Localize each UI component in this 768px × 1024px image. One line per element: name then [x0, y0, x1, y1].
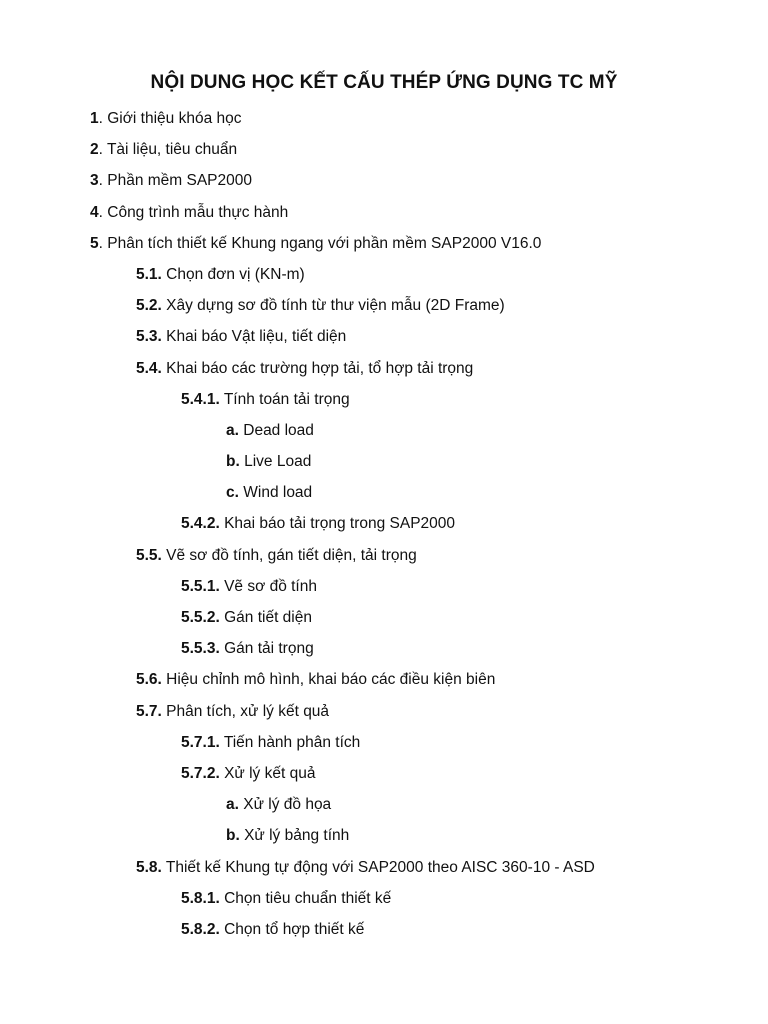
- item-text: Xử lý kết quả: [224, 764, 316, 782]
- outline-item-5-7-2: [0, 758, 768, 789]
- document-title: NỘI DUNG HỌC KẾT CẤU THÉP ỨNG DỤNG TC MỸ: [150, 72, 618, 93]
- outline-item-5-4-1-c: [0, 477, 768, 508]
- item-number: 3: [90, 172, 99, 190]
- item-text: Dead load: [243, 421, 314, 439]
- item-number: c.: [226, 484, 239, 502]
- item-text: Thiết kế Khung tự động với SAP2000 theo AISC 360-10 - ASD: [165, 858, 595, 876]
- outline-item-5-5: [0, 540, 768, 571]
- item-number: 5.5.: [136, 546, 162, 564]
- item-text: Chọn đơn vị (KN-m): [166, 265, 305, 283]
- course-outline: [0, 103, 768, 945]
- outline-item-5-4-1-a: [0, 415, 768, 446]
- outline-item-5-6: [0, 664, 768, 695]
- item-text: Xử lý bảng tính: [244, 827, 350, 845]
- item-number: 5.5.1.: [181, 577, 220, 595]
- outline-item-5-4: [0, 353, 768, 384]
- item-number: 5.4.2.: [181, 515, 220, 533]
- outline-item-5-3: [0, 321, 768, 352]
- item-number: 5.8.1.: [181, 889, 220, 907]
- item-text: Gán tiết diện: [224, 609, 312, 626]
- item-text: Khai báo tải trọng trong SAP2000: [224, 515, 456, 533]
- outline-item-4: [0, 197, 768, 228]
- item-text: Vẽ sơ đồ tính: [224, 577, 317, 595]
- item-separator: .: [98, 234, 108, 252]
- item-number: 5.2.: [136, 297, 162, 315]
- item-text: Giới thiệu khóa học: [107, 110, 242, 127]
- item-text: Phân tích, xử lý kết quả: [166, 702, 330, 720]
- item-text: Tính toán tải trọng: [223, 390, 350, 408]
- outline-item-5-8: [0, 852, 768, 883]
- item-number: 5.7.: [136, 702, 162, 720]
- item-text: Chọn tiêu chuẩn thiết kế: [224, 889, 392, 907]
- item-text: Live Load: [244, 453, 312, 471]
- outline-item-5-4-1-b: [0, 446, 768, 477]
- item-text: Công trình mẫu thực hành: [107, 203, 289, 221]
- item-number: b.: [226, 827, 240, 845]
- outline-item-5-4-1: [0, 384, 768, 415]
- item-text: Hiệu chỉnh mô hình, khai báo các điều kiện biên: [166, 671, 496, 689]
- outline-item-3: [0, 165, 768, 196]
- item-number: a.: [226, 421, 239, 439]
- item-number: 2: [90, 141, 99, 159]
- outline-item-5: [0, 228, 768, 259]
- item-number: a.: [226, 796, 239, 814]
- item-number: 5.5.2.: [181, 609, 220, 626]
- outline-item-1: [0, 103, 768, 134]
- item-number: 5.6.: [136, 671, 162, 689]
- item-number: 5.3.: [136, 328, 162, 346]
- outline-item-2: [0, 134, 768, 165]
- item-text: Tài liệu, tiêu chuẩn: [106, 141, 238, 159]
- item-separator: .: [98, 141, 107, 159]
- item-number: 4: [90, 203, 99, 221]
- item-number: 5.1.: [136, 265, 162, 283]
- outline-item-5-5-1: [0, 571, 768, 602]
- outline-item-5-7-2-a: [0, 789, 768, 820]
- item-number: 5.4.: [136, 359, 162, 377]
- item-number: 5.8.: [136, 858, 162, 876]
- item-number: 5.7.1.: [181, 733, 220, 751]
- item-number: b.: [226, 453, 240, 471]
- item-separator: .: [98, 172, 108, 190]
- item-number: 1: [90, 110, 99, 127]
- item-text: Vẽ sơ đồ tính, gán tiết diện, tải trọng: [166, 546, 417, 564]
- item-text: Tiến hành phân tích: [223, 733, 361, 751]
- outline-item-5-8-1: [0, 883, 768, 914]
- item-text: Khai báo các trường hợp tải, tổ hợp tải trọng: [166, 359, 474, 377]
- item-number: 5.7.2.: [181, 764, 220, 782]
- item-text: Phân tích thiết kế Khung ngang với phần mềm SAP2000 V16.0: [107, 234, 542, 252]
- item-number: 5.4.1.: [181, 390, 220, 408]
- outline-item-5-7-2-b: [0, 820, 768, 851]
- outline-item-5-7-1: [0, 727, 768, 758]
- item-separator: .: [98, 110, 108, 127]
- item-text: Gán tải trọng: [224, 640, 314, 658]
- outline-item-5-4-2: [0, 508, 768, 539]
- item-number: 5.8.2.: [181, 920, 220, 938]
- item-text: Xử lý đồ họa: [243, 796, 332, 814]
- item-text: Khai báo Vật liệu, tiết diện: [166, 328, 347, 346]
- item-text: Phần mềm SAP2000: [107, 172, 253, 190]
- outline-item-5-1: [0, 259, 768, 290]
- outline-item-5-5-3: [0, 633, 768, 664]
- item-text: Wind load: [243, 484, 313, 502]
- outline-item-5-8-2: [0, 914, 768, 945]
- item-separator: .: [98, 203, 108, 221]
- item-text: Chọn tổ hợp thiết kế: [224, 920, 365, 938]
- outline-item-5-2: [0, 290, 768, 321]
- outline-item-5-5-2: [0, 602, 768, 633]
- item-number: 5: [90, 234, 99, 252]
- outline-item-5-7: [0, 696, 768, 727]
- item-text: Xây dựng sơ đồ tính từ thư viện mẫu (2D Frame): [166, 297, 505, 315]
- item-number: 5.5.3.: [181, 640, 220, 658]
